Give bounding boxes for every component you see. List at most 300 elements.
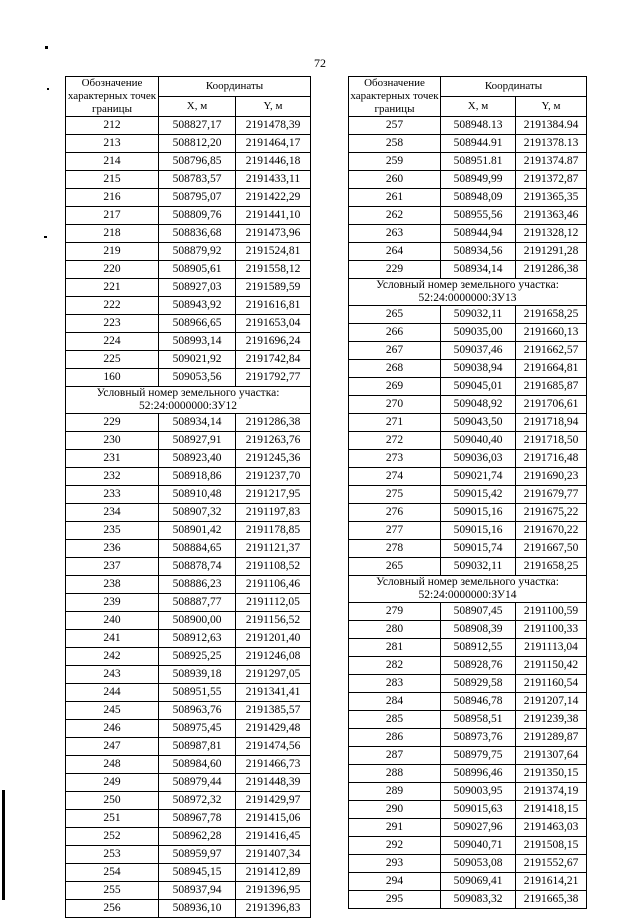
point-number-cell: 237 — [66, 558, 159, 576]
table-row — [349, 837, 587, 855]
y-coordinate-cell: 2191665,38 — [516, 891, 587, 909]
table-row — [349, 657, 587, 675]
header-coordinates: Координаты — [441, 77, 587, 97]
table-row — [66, 279, 311, 297]
point-number-cell: 277 — [349, 522, 441, 540]
header-x: X, м — [441, 97, 516, 117]
y-coordinate-cell: 2191374,19 — [516, 783, 587, 801]
point-number-cell: 272 — [349, 432, 441, 450]
x-coordinate-cell: 508951,55 — [159, 684, 236, 702]
point-number-cell: 265 — [349, 558, 441, 576]
x-coordinate-cell: 508908,39 — [441, 621, 516, 639]
y-coordinate-cell: 2191474,56 — [236, 738, 311, 756]
y-coordinate-cell: 2191237,70 — [236, 468, 311, 486]
header-y: Y, м — [236, 97, 311, 117]
table-row — [66, 738, 311, 756]
x-coordinate-cell: 508918,86 — [159, 468, 236, 486]
table-row — [349, 486, 587, 504]
point-number-cell: 229 — [349, 261, 441, 279]
point-number-cell: 289 — [349, 783, 441, 801]
point-number-cell: 224 — [66, 333, 159, 351]
y-coordinate-cell: 2191201,40 — [236, 630, 311, 648]
table-row — [66, 666, 311, 684]
x-coordinate-cell: 508944.91 — [441, 135, 516, 153]
point-number-cell: 290 — [349, 801, 441, 819]
point-number-cell: 243 — [66, 666, 159, 684]
header-x: X, м — [159, 97, 236, 117]
point-number-cell: 235 — [66, 522, 159, 540]
table-row — [66, 540, 311, 558]
section-title: Условный номер земельного участка: 52:24:0000000:ЗУ14 — [349, 576, 587, 603]
point-number-cell: 217 — [66, 207, 159, 225]
table-row — [66, 189, 311, 207]
point-number-cell: 276 — [349, 504, 441, 522]
point-number-cell: 253 — [66, 846, 159, 864]
point-number-cell: 263 — [349, 225, 441, 243]
table-row — [349, 261, 587, 279]
table-row — [66, 558, 311, 576]
y-coordinate-cell: 2191160,54 — [516, 675, 587, 693]
y-coordinate-cell: 2191374.87 — [516, 153, 587, 171]
x-coordinate-cell: 508963,76 — [159, 702, 236, 720]
point-number-cell: 252 — [66, 828, 159, 846]
point-number-cell: 249 — [66, 774, 159, 792]
x-coordinate-cell: 508945,15 — [159, 864, 236, 882]
table-row — [66, 720, 311, 738]
point-number-cell: 214 — [66, 153, 159, 171]
y-coordinate-cell: 2191297,05 — [236, 666, 311, 684]
x-coordinate-cell: 508973,76 — [441, 729, 516, 747]
point-number-cell: 285 — [349, 711, 441, 729]
y-coordinate-cell: 2191121,37 — [236, 540, 311, 558]
x-coordinate-cell: 509037,46 — [441, 342, 516, 360]
y-coordinate-cell: 2191245,36 — [236, 450, 311, 468]
table-row — [349, 153, 587, 171]
y-coordinate-cell: 2191263,76 — [236, 432, 311, 450]
table-row — [349, 891, 587, 909]
y-coordinate-cell: 2191328,12 — [516, 225, 587, 243]
y-coordinate-cell: 2191466,73 — [236, 756, 311, 774]
point-number-cell: 223 — [66, 315, 159, 333]
x-coordinate-cell: 509015,16 — [441, 522, 516, 540]
x-coordinate-cell: 509021,74 — [441, 468, 516, 486]
table-row — [349, 117, 587, 135]
point-number-cell: 287 — [349, 747, 441, 765]
y-coordinate-cell: 2191384.94 — [516, 117, 587, 135]
y-coordinate-cell: 2191385,57 — [236, 702, 311, 720]
table-row — [66, 810, 311, 828]
x-coordinate-cell: 508939,18 — [159, 666, 236, 684]
table-row — [66, 828, 311, 846]
x-coordinate-cell: 509043,50 — [441, 414, 516, 432]
table-row — [66, 207, 311, 225]
table-row — [349, 603, 587, 621]
x-coordinate-cell: 509032,11 — [441, 306, 516, 324]
table-row — [349, 819, 587, 837]
point-number-cell: 275 — [349, 486, 441, 504]
y-coordinate-cell: 2191365,35 — [516, 189, 587, 207]
x-coordinate-cell: 509083,32 — [441, 891, 516, 909]
point-number-cell: 225 — [66, 351, 159, 369]
point-number-cell: 281 — [349, 639, 441, 657]
x-coordinate-cell: 508951.81 — [441, 153, 516, 171]
x-coordinate-cell: 508925,25 — [159, 648, 236, 666]
x-coordinate-cell: 508887,77 — [159, 594, 236, 612]
y-coordinate-cell: 2191286,38 — [236, 414, 311, 432]
table-row — [349, 324, 587, 342]
table-row — [66, 882, 311, 900]
point-number-cell: 269 — [349, 378, 441, 396]
point-number-cell: 242 — [66, 648, 159, 666]
x-coordinate-cell: 509021,92 — [159, 351, 236, 369]
x-coordinate-cell: 508955,56 — [441, 207, 516, 225]
x-coordinate-cell: 508962,28 — [159, 828, 236, 846]
table-row — [66, 702, 311, 720]
point-number-cell: 230 — [66, 432, 159, 450]
point-number-cell: 234 — [66, 504, 159, 522]
table-row — [349, 207, 587, 225]
x-coordinate-cell: 508979,75 — [441, 747, 516, 765]
point-number-cell: 231 — [66, 450, 159, 468]
y-coordinate-cell: 2191716,48 — [516, 450, 587, 468]
x-coordinate-cell: 508966,65 — [159, 315, 236, 333]
table-row — [66, 414, 311, 432]
y-coordinate-cell: 2191407,34 — [236, 846, 311, 864]
section-title: Условный номер земельного участка: 52:24:0000000:ЗУ12 — [66, 387, 311, 414]
point-number-cell: 222 — [66, 297, 159, 315]
y-coordinate-cell: 2191341,41 — [236, 684, 311, 702]
y-coordinate-cell: 2191706,61 — [516, 396, 587, 414]
x-coordinate-cell: 508923,40 — [159, 450, 236, 468]
point-number-cell: 283 — [349, 675, 441, 693]
y-coordinate-cell: 2191589,59 — [236, 279, 311, 297]
point-number-cell: 286 — [349, 729, 441, 747]
y-coordinate-cell: 2191448,39 — [236, 774, 311, 792]
table-row — [349, 396, 587, 414]
y-coordinate-cell: 2191679,77 — [516, 486, 587, 504]
x-coordinate-cell: 509015,42 — [441, 486, 516, 504]
table-row — [349, 783, 587, 801]
table-row — [349, 801, 587, 819]
x-coordinate-cell: 508993,14 — [159, 333, 236, 351]
point-number-cell: 233 — [66, 486, 159, 504]
y-coordinate-cell: 2191416,45 — [236, 828, 311, 846]
y-coordinate-cell: 2191660,13 — [516, 324, 587, 342]
table-row — [349, 306, 587, 324]
table-row — [349, 360, 587, 378]
section-title: Условный номер земельного участка: 52:24:0000000:ЗУ13 — [349, 279, 587, 306]
y-coordinate-cell: 2191217,95 — [236, 486, 311, 504]
table-row — [66, 153, 311, 171]
table-row — [349, 540, 587, 558]
table-row — [66, 648, 311, 666]
point-number-cell: 246 — [66, 720, 159, 738]
x-coordinate-cell: 509015,74 — [441, 540, 516, 558]
y-coordinate-cell: 2191463,03 — [516, 819, 587, 837]
x-coordinate-cell: 509015,16 — [441, 504, 516, 522]
x-coordinate-cell: 509040,71 — [441, 837, 516, 855]
point-number-cell: 241 — [66, 630, 159, 648]
x-coordinate-cell: 509038,94 — [441, 360, 516, 378]
x-coordinate-cell: 508975,45 — [159, 720, 236, 738]
point-number-cell: 250 — [66, 792, 159, 810]
x-coordinate-cell: 508796,85 — [159, 153, 236, 171]
point-number-cell: 229 — [66, 414, 159, 432]
point-number-cell: 255 — [66, 882, 159, 900]
point-number-cell: 212 — [66, 117, 159, 135]
y-coordinate-cell: 2191685,87 — [516, 378, 587, 396]
x-coordinate-cell: 508900,00 — [159, 612, 236, 630]
x-coordinate-cell: 508886,23 — [159, 576, 236, 594]
point-number-cell: 245 — [66, 702, 159, 720]
section-row — [349, 279, 587, 306]
table-row — [66, 504, 311, 522]
y-coordinate-cell: 2191675,22 — [516, 504, 587, 522]
page-number: 72 — [314, 56, 326, 70]
y-coordinate-cell: 2191433,11 — [236, 171, 311, 189]
scan-mark — [45, 46, 48, 49]
y-coordinate-cell: 2191718,94 — [516, 414, 587, 432]
point-number-cell: 238 — [66, 576, 159, 594]
table-row — [66, 117, 311, 135]
point-number-cell: 215 — [66, 171, 159, 189]
point-number-cell: 270 — [349, 396, 441, 414]
y-coordinate-cell: 2191552,67 — [516, 855, 587, 873]
x-coordinate-cell: 509069,41 — [441, 873, 516, 891]
table-row — [349, 873, 587, 891]
x-coordinate-cell: 508984,60 — [159, 756, 236, 774]
table-row — [66, 333, 311, 351]
x-coordinate-cell: 509040,40 — [441, 432, 516, 450]
y-coordinate-cell: 2191614,21 — [516, 873, 587, 891]
table-row — [66, 369, 311, 387]
y-coordinate-cell: 2191446,18 — [236, 153, 311, 171]
table-row — [66, 612, 311, 630]
point-number-cell: 216 — [66, 189, 159, 207]
point-number-cell: 221 — [66, 279, 159, 297]
point-number-cell: 273 — [349, 450, 441, 468]
table-row — [66, 225, 311, 243]
table-row — [349, 171, 587, 189]
y-coordinate-cell: 2191508,15 — [516, 837, 587, 855]
table-row — [349, 711, 587, 729]
point-number-cell: 268 — [349, 360, 441, 378]
x-coordinate-cell: 508996,46 — [441, 765, 516, 783]
y-coordinate-cell: 2191473,96 — [236, 225, 311, 243]
table-row — [349, 243, 587, 261]
table-row — [349, 855, 587, 873]
y-coordinate-cell: 2191658,25 — [516, 306, 587, 324]
y-coordinate-cell: 2191307,64 — [516, 747, 587, 765]
y-coordinate-cell: 2191156,52 — [236, 612, 311, 630]
table-row — [349, 414, 587, 432]
y-coordinate-cell: 2191792,77 — [236, 369, 311, 387]
header-y: Y, м — [516, 97, 587, 117]
x-coordinate-cell: 508944,94 — [441, 225, 516, 243]
coordinates-table-right — [348, 76, 587, 909]
y-coordinate-cell: 2191113,04 — [516, 639, 587, 657]
point-number-cell: 247 — [66, 738, 159, 756]
y-coordinate-cell: 2191662,57 — [516, 342, 587, 360]
table-row — [66, 630, 311, 648]
x-coordinate-cell: 508927,91 — [159, 432, 236, 450]
table-row — [66, 243, 311, 261]
table-row — [66, 846, 311, 864]
table-row — [66, 774, 311, 792]
table-row — [66, 432, 311, 450]
point-number-cell: 279 — [349, 603, 441, 621]
x-coordinate-cell: 508907,32 — [159, 504, 236, 522]
table-row — [66, 135, 311, 153]
x-coordinate-cell: 508905,61 — [159, 261, 236, 279]
point-number-cell: 258 — [349, 135, 441, 153]
table-row — [349, 522, 587, 540]
table-row — [349, 135, 587, 153]
y-coordinate-cell: 2191108,52 — [236, 558, 311, 576]
y-coordinate-cell: 2191106,46 — [236, 576, 311, 594]
y-coordinate-cell: 2191378.13 — [516, 135, 587, 153]
table-row — [349, 342, 587, 360]
header-point-designation: Обозначение характерных точек границы — [66, 77, 159, 117]
x-coordinate-cell: 508928,76 — [441, 657, 516, 675]
point-number-cell: 240 — [66, 612, 159, 630]
point-number-cell: 213 — [66, 135, 159, 153]
y-coordinate-cell: 2191658,25 — [516, 558, 587, 576]
x-coordinate-cell: 509003,95 — [441, 783, 516, 801]
x-coordinate-cell: 508809,76 — [159, 207, 236, 225]
point-number-cell: 282 — [349, 657, 441, 675]
point-number-cell: 218 — [66, 225, 159, 243]
x-coordinate-cell: 508948.13 — [441, 117, 516, 135]
x-coordinate-cell: 509036,03 — [441, 450, 516, 468]
table-body-left — [66, 117, 311, 918]
point-number-cell: 265 — [349, 306, 441, 324]
y-coordinate-cell: 2191690,23 — [516, 468, 587, 486]
scan-mark — [47, 88, 49, 90]
table-row — [349, 765, 587, 783]
point-number-cell: 232 — [66, 468, 159, 486]
point-number-cell: 220 — [66, 261, 159, 279]
header-point-designation: Обозначение характерных точек границы — [350, 77, 439, 115]
x-coordinate-cell: 508934,14 — [441, 261, 516, 279]
coordinates-table-left — [65, 76, 311, 918]
point-number-cell: 256 — [66, 900, 159, 918]
y-coordinate-cell: 2191100,59 — [516, 603, 587, 621]
x-coordinate-cell: 508878,74 — [159, 558, 236, 576]
table-body-right — [349, 117, 587, 909]
x-coordinate-cell: 508827,17 — [159, 117, 236, 135]
x-coordinate-cell: 508812,20 — [159, 135, 236, 153]
y-coordinate-cell: 2191396,95 — [236, 882, 311, 900]
point-number-cell: 267 — [349, 342, 441, 360]
x-coordinate-cell: 508912,55 — [441, 639, 516, 657]
x-coordinate-cell: 508943,92 — [159, 297, 236, 315]
x-coordinate-cell: 508912,63 — [159, 630, 236, 648]
table-row — [349, 504, 587, 522]
header-coordinates: Координаты — [159, 77, 311, 97]
table-row — [66, 261, 311, 279]
point-number-cell: 244 — [66, 684, 159, 702]
point-number-cell: 260 — [349, 171, 441, 189]
table-row — [349, 225, 587, 243]
y-coordinate-cell: 2191524,81 — [236, 243, 311, 261]
y-coordinate-cell: 2191112,05 — [236, 594, 311, 612]
x-coordinate-cell: 509048,92 — [441, 396, 516, 414]
y-coordinate-cell: 2191558,12 — [236, 261, 311, 279]
point-number-cell: 284 — [349, 693, 441, 711]
table-row — [66, 594, 311, 612]
y-coordinate-cell: 2191350,15 — [516, 765, 587, 783]
point-number-cell: 292 — [349, 837, 441, 855]
x-coordinate-cell: 509053,08 — [441, 855, 516, 873]
y-coordinate-cell: 2191664,81 — [516, 360, 587, 378]
x-coordinate-cell: 508958,51 — [441, 711, 516, 729]
x-coordinate-cell: 508934,56 — [441, 243, 516, 261]
point-number-cell: 264 — [349, 243, 441, 261]
table-row — [349, 747, 587, 765]
point-number-cell: 280 — [349, 621, 441, 639]
x-coordinate-cell: 509032,11 — [441, 558, 516, 576]
x-coordinate-cell: 508884,65 — [159, 540, 236, 558]
x-coordinate-cell: 508936,10 — [159, 900, 236, 918]
x-coordinate-cell: 508959,97 — [159, 846, 236, 864]
y-coordinate-cell: 2191422,29 — [236, 189, 311, 207]
point-number-cell: 271 — [349, 414, 441, 432]
y-coordinate-cell: 2191478,39 — [236, 117, 311, 135]
table-row — [66, 756, 311, 774]
point-number-cell: 274 — [349, 468, 441, 486]
x-coordinate-cell: 509053,56 — [159, 369, 236, 387]
point-number-cell: 239 — [66, 594, 159, 612]
y-coordinate-cell: 2191429,48 — [236, 720, 311, 738]
table-row — [66, 450, 311, 468]
y-coordinate-cell: 2191718,50 — [516, 432, 587, 450]
point-number-cell: 248 — [66, 756, 159, 774]
table-row — [349, 378, 587, 396]
table-row — [66, 522, 311, 540]
point-number-cell: 254 — [66, 864, 159, 882]
x-coordinate-cell: 509027,96 — [441, 819, 516, 837]
table-row — [66, 468, 311, 486]
y-coordinate-cell: 2191667,50 — [516, 540, 587, 558]
table-row — [66, 171, 311, 189]
y-coordinate-cell: 2191207,14 — [516, 693, 587, 711]
y-coordinate-cell: 2191286,38 — [516, 261, 587, 279]
x-coordinate-cell: 508910,48 — [159, 486, 236, 504]
table-row — [66, 684, 311, 702]
table-row — [349, 558, 587, 576]
y-coordinate-cell: 2191670,22 — [516, 522, 587, 540]
x-coordinate-cell: 508836,68 — [159, 225, 236, 243]
point-number-cell: 291 — [349, 819, 441, 837]
x-coordinate-cell: 508972,32 — [159, 792, 236, 810]
y-coordinate-cell: 2191150,42 — [516, 657, 587, 675]
point-number-cell: 259 — [349, 153, 441, 171]
x-coordinate-cell: 508946,78 — [441, 693, 516, 711]
point-number-cell: 257 — [349, 117, 441, 135]
point-number-cell: 262 — [349, 207, 441, 225]
table-row — [349, 675, 587, 693]
x-coordinate-cell: 508907,45 — [441, 603, 516, 621]
table-row — [349, 693, 587, 711]
x-coordinate-cell: 508879,92 — [159, 243, 236, 261]
y-coordinate-cell: 2191742,84 — [236, 351, 311, 369]
x-coordinate-cell: 508937,94 — [159, 882, 236, 900]
x-coordinate-cell: 509045,01 — [441, 378, 516, 396]
table-row — [349, 729, 587, 747]
table-row — [349, 639, 587, 657]
x-coordinate-cell: 508927,03 — [159, 279, 236, 297]
